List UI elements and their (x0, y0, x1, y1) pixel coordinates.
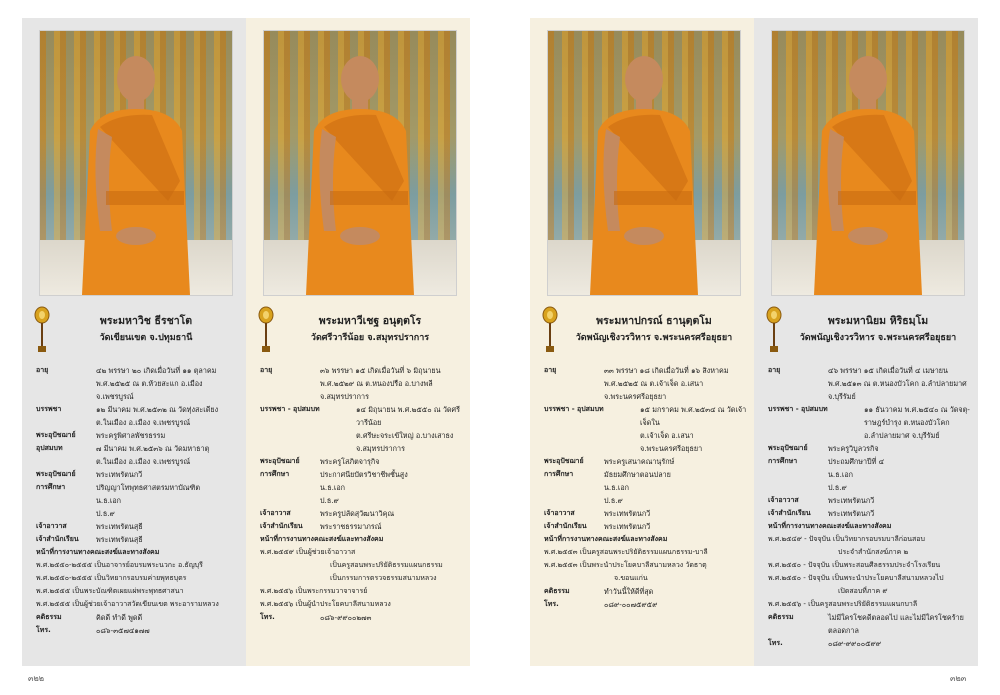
monk-name: พระมหาปกรณ์ ธานุตฺตโม (596, 315, 712, 327)
detail-label: เจ้าอาวาส (768, 496, 799, 504)
detail-row (260, 403, 464, 455)
detail-value: คิดดี ทำดี พูดดี (96, 613, 143, 622)
detail-label: เจ้าสำนักเรียน (544, 522, 587, 530)
duties-heading: หน้าที่การงานทางคณะสงฆ์และทางสังคม (260, 535, 384, 543)
duties-heading: หน้าที่การงานทางคณะสงฆ์และทางสังคม (36, 548, 160, 556)
detail-row (768, 442, 972, 455)
duties-heading: หน้าที่การงานทางคณะสงฆ์และทางสังคม (768, 522, 892, 530)
detail-value: ๐๘๙-๙๙๐๐๕๙๙ (828, 639, 882, 648)
detail-row (36, 364, 240, 403)
detail-row (260, 520, 464, 533)
duty-item: พ.ศ.๒๕๕๕ เป็นพระบัณฑิตเผยแผ่พระพุทธศาสนา (36, 587, 184, 595)
detail-value: ๐๘๖-๙๙๐๐๒๗๓ (320, 613, 372, 622)
fan-emblem-icon (766, 306, 782, 354)
detail-value: ๔๖ พรรษา ๑๕ เกิดเมื่อวันที่ ๔ เมษายน พ.ศ.๒๕๑๓ ณ ต.หนองบัวโคก อ.ลำปลายมาศ จ.บุรีรัมย์ (828, 366, 967, 401)
monk-photo (39, 30, 233, 296)
detail-row (36, 403, 240, 429)
monk-name: พระมหาวีเชฐ อนุตฺตโร (318, 315, 422, 327)
detail-row (36, 442, 240, 468)
duties-heading: หน้าที่การงานทางคณะสงฆ์และทางสังคม (544, 535, 668, 543)
duty-item: พ.ศ.๒๕๕๐-๒๕๕๕ เป็นวิทยากรอบรมค่ายพุทธบุตร (36, 574, 187, 582)
detail-row (768, 637, 972, 650)
detail-value: ๑๕ มกราคม พ.ศ.๒๕๓๔ ณ วัดเจ้าเจ็ดใน ต.เจ้าเจ็ด อ.เสนา จ.พระนครศรีอยุธยา (640, 405, 747, 453)
detail-row (544, 585, 748, 598)
duty-item: พ.ศ.๒๕๕๖ - เป็นครูสอนพระปริยัติธรรมแผนกบาลี (768, 600, 918, 608)
profile-header (538, 302, 748, 354)
detail-row (36, 611, 240, 624)
detail-label: บรรพชา - อุปสมบท (260, 405, 320, 413)
duty-item: เปิดสอบที่ภาค ๙ (838, 587, 888, 595)
duty-item: เป็นครูสอนพระปริยัติธรรมแผนกธรรม (330, 561, 443, 569)
detail-label: การศึกษา (260, 470, 290, 478)
detail-label: เจ้าสำนักเรียน (768, 509, 811, 517)
detail-label: บรรพชา - อุปสมบท (768, 405, 828, 413)
detail-row (768, 611, 972, 637)
duty-item: พ.ศ.๒๕๕๐ - ปัจจุบัน เป็นพระนำประโยคบาลีสนามหลวงไป (768, 574, 944, 582)
detail-label: พระอุปัชฌาย์ (36, 470, 76, 478)
detail-row (36, 533, 240, 546)
detail-value: พระเทพรัตนกวี (828, 496, 875, 505)
detail-row (260, 507, 464, 520)
detail-value: ประกาศนียบัตรวิชาชีพชั้นสูง น.ธ.เอก ป.ธ.๙ (320, 470, 408, 505)
monk-figure (264, 31, 456, 295)
monk-photo (263, 30, 457, 296)
detail-value: ๐๘๖-๓๕๗๔๑๗๗ (96, 626, 150, 635)
detail-row (768, 507, 972, 520)
detail-label: คติธรรม (544, 587, 570, 595)
detail-value: ๑๑ ธันวาคม พ.ศ.๒๕๔๐ ณ วัดจตุ- ราษฎร์บำรุง ต.หนองบัวโคก อ.ลำปลายมาศ จ.บุรีรัมย์ (864, 405, 970, 440)
detail-label: พระอุปัชฌาย์ (544, 457, 584, 465)
page-number: ๓๒๓ (950, 674, 967, 683)
monk-figure (772, 31, 964, 295)
profile-header (762, 302, 972, 354)
detail-value: ๑๔ มิถุนายน พ.ศ.๒๕๕๐ ณ วัดศรีวารีน้อย ต.ศรีษะจระเข้ใหญ่ อ.บางเสาธง จ.สมุทรปราการ (356, 405, 460, 453)
detail-label: การศึกษา (544, 470, 574, 478)
detail-label: บรรพชา (36, 405, 62, 413)
duty-item: เป็นกรรมการตรวจธรรมสนามหลวง (330, 574, 437, 582)
detail-value: ประถมศึกษาปีที่ ๔ น.ธ.เอก ป.ธ.๙ (828, 457, 885, 492)
monk-figure (548, 31, 740, 295)
detail-row (36, 520, 240, 533)
detail-label: เจ้าอาวาส (260, 509, 291, 517)
monk-profile-card (246, 18, 470, 666)
detail-label: การศึกษา (768, 457, 798, 465)
detail-row (36, 468, 240, 481)
duty-item: พ.ศ.๒๕๕๐-๒๕๕๕ เป็นอาจารย์อบรมพระนวกะ อ.ธัญบุรี (36, 561, 203, 569)
duty-item: พ.ศ.๒๕๕๖ เป็นพระกรรมวาจาจารย์ (260, 587, 368, 595)
detail-value: ๓๖ พรรษา ๑๕ เกิดเมื่อวันที่ ๖ มิถุนายน พ.ศ.๒๕๒๙ ณ ต.หนองปรือ อ.บางพลี จ.สมุทรปราการ (320, 366, 441, 401)
detail-label: การศึกษา (36, 483, 66, 491)
detail-value: พระราชธรรมาภรณ์ (320, 522, 382, 531)
temple-name: วัดเขียนเขต จ.ปทุมธานี (99, 333, 193, 343)
detail-row (544, 468, 748, 507)
detail-value: ไม่มีใครโชคดีตลอดไป และไม่มีใครโชคร้ายตลอดกาล (828, 613, 964, 635)
detail-label: อุปสมบท (36, 444, 63, 452)
detail-label: อายุ (768, 366, 781, 374)
monk-photo (771, 30, 965, 296)
detail-value: ๐๘๙-๐๐๗๕๙๕๙ (604, 600, 658, 609)
monk-name: พระมหาวิช ธีรชาโต (99, 315, 193, 327)
detail-row (768, 455, 972, 494)
detail-label: พระอุปัชฌาย์ (36, 431, 76, 439)
profile-details (768, 364, 972, 650)
monk-profile-card (22, 18, 246, 666)
detail-label: อายุ (544, 366, 557, 374)
detail-row (544, 364, 748, 403)
detail-value: ๑๒ มีนาคม พ.ศ.๒๕๓๒ ณ วัดทุ่งสะเดียง ต.ในเมือง อ.เมือง จ.เพชรบูรณ์ (96, 405, 219, 427)
detail-label: เจ้าอาวาส (36, 522, 67, 530)
detail-row (544, 520, 748, 533)
duty-item: พ.ศ.๒๕๔๙ - ปัจจุบัน เป็นวิทยากรอบรมบาลีก่อนสอบ (768, 535, 925, 543)
duty-item: ประจำสำนักสงฆ์ภาค ๒ (838, 548, 909, 556)
monk-name: พระมหานิยม หิริธมฺโม (827, 315, 929, 327)
detail-row (768, 364, 972, 403)
detail-label: เจ้าอาวาส (544, 509, 575, 517)
detail-value: ๓๓ พรรษา ๑๘ เกิดเมื่อวันที่ ๑๖ สิงหาคม พ.ศ.๒๕๒๕ ณ ต.เจ้าเจ็ด อ.เสนา จ.พระนครศรีอยุธยา (604, 366, 729, 401)
book-page (22, 18, 470, 666)
detail-value: ๔๒ พรรษา ๒๐ เกิดเมื่อวันที่ ๑๑ ตุลาคม พ.ศ.๒๕๒๕ ณ ต.ห้วยสะแก อ.เมือง จ.เพชรบูรณ์ (96, 366, 217, 401)
detail-label: คติธรรม (36, 613, 62, 621)
detail-label: พระอุปัชฌาย์ (768, 444, 808, 452)
detail-row (36, 429, 240, 442)
detail-value: มัธยมศึกษาตอนปลาย น.ธ.เอก ป.ธ.๙ (604, 470, 671, 505)
detail-value: พระครูเสนาคณานุรักษ์ (604, 457, 675, 466)
duty-item: พ.ศ.๒๕๕๓ เป็นพระนำประโยคบาลีสนามหลวง วัดธาตุ (544, 561, 707, 569)
profile-details (36, 364, 240, 637)
temple-name: วัดศรีวารีน้อย จ.สมุทรปราการ (310, 333, 430, 343)
detail-row (260, 455, 464, 468)
detail-row (36, 624, 240, 637)
detail-row (544, 598, 748, 611)
detail-row (36, 481, 240, 520)
detail-row (544, 403, 748, 455)
detail-row (768, 494, 972, 507)
duty-item: พ.ศ.๒๕๕๐ - ปัจจุบัน เป็นพระสอนศีลธรรมประจำโรงเรียน (768, 561, 941, 569)
detail-label: เจ้าสำนักเรียน (260, 522, 303, 530)
profile-details (544, 364, 748, 611)
detail-value: ปริญญาโทพุทธศาสตรมหาบัณฑิต น.ธ.เอก ป.ธ.๙ (96, 483, 201, 518)
temple-name: วัดพนัญเชิงวรวิหาร จ.พระนครศรีอยุธยา (799, 333, 957, 343)
detail-label: อายุ (260, 366, 273, 374)
detail-value: ๗ มีนาคม พ.ศ.๒๕๓๖ ณ วัดมหาธาตุ ต.ในเมือง อ.เมือง จ.เพชรบูรณ์ (96, 444, 210, 466)
detail-value: พระครูโสภิตจารุกิจ (320, 457, 380, 466)
detail-row (768, 403, 972, 442)
duty-item: พ.ศ.๒๕๕๕ เป็นผู้ช่วยเจ้าอาวาสวัดเขียนเขต พระอารามหลวง (36, 600, 219, 608)
detail-value: พระเทพรัตนกวี (604, 522, 651, 531)
profile-details (260, 364, 464, 624)
fan-emblem-icon (34, 306, 50, 354)
duty-item: พ.ศ.๒๕๕๖ เป็นผู้นำประโยคบาลีสนามหลวง (260, 600, 391, 608)
duty-item: จ.ขอนแก่น (614, 574, 648, 582)
duty-item: พ.ศ.๒๕๕๙ เป็นผู้ช่วยเจ้าอาวาส (260, 548, 356, 556)
profile-header (254, 302, 464, 354)
detail-value: พระเทพรัตนสุธี (96, 535, 143, 544)
page-number: ๓๒๒ (28, 674, 45, 683)
detail-label: เจ้าสำนักเรียน (36, 535, 79, 543)
detail-label: อายุ (36, 366, 49, 374)
monk-profile-card (530, 18, 754, 666)
temple-name: วัดพนัญเชิงวรวิหาร จ.พระนครศรีอยุธยา (575, 333, 733, 343)
detail-value: ทำวันนี้ให้ดีที่สุด (604, 587, 654, 596)
duty-item: พ.ศ.๒๕๕๓ เป็นครูสอนพระปริยัติธรรมแผนกธรรม-บาลี (544, 548, 708, 556)
monk-photo (547, 30, 741, 296)
detail-row (544, 455, 748, 468)
detail-row (260, 468, 464, 507)
detail-value: พระเทพรัตนกวี (828, 509, 875, 518)
fan-emblem-icon (542, 306, 558, 354)
detail-label: โทร. (36, 626, 51, 634)
fan-emblem-icon (258, 306, 274, 354)
monk-profile-card (754, 18, 978, 666)
detail-label: คติธรรม (768, 613, 794, 621)
profile-header (30, 302, 240, 354)
detail-row (260, 611, 464, 624)
book-page (530, 18, 976, 666)
detail-value: พระเทพรัตนกวี (604, 509, 651, 518)
monk-figure (40, 31, 232, 295)
detail-value: พระครูพิศาลพัชรธรรม (96, 431, 166, 440)
detail-label: พระอุปัชฌาย์ (260, 457, 300, 465)
detail-label: โทร. (768, 639, 783, 647)
detail-row (260, 364, 464, 403)
detail-value: พระเทพรัตนสุธี (96, 522, 143, 531)
detail-label: โทร. (544, 600, 559, 608)
detail-row (544, 507, 748, 520)
detail-label: บรรพชา - อุปสมบท (544, 405, 604, 413)
detail-value: พระครูวิบูลวรกิจ (828, 444, 879, 453)
detail-label: โทร. (260, 613, 275, 621)
detail-value: พระครูปลัดสุวัฒนาวิคุณ (320, 509, 395, 518)
detail-value: พระเทพรัตนกวี (96, 470, 143, 479)
